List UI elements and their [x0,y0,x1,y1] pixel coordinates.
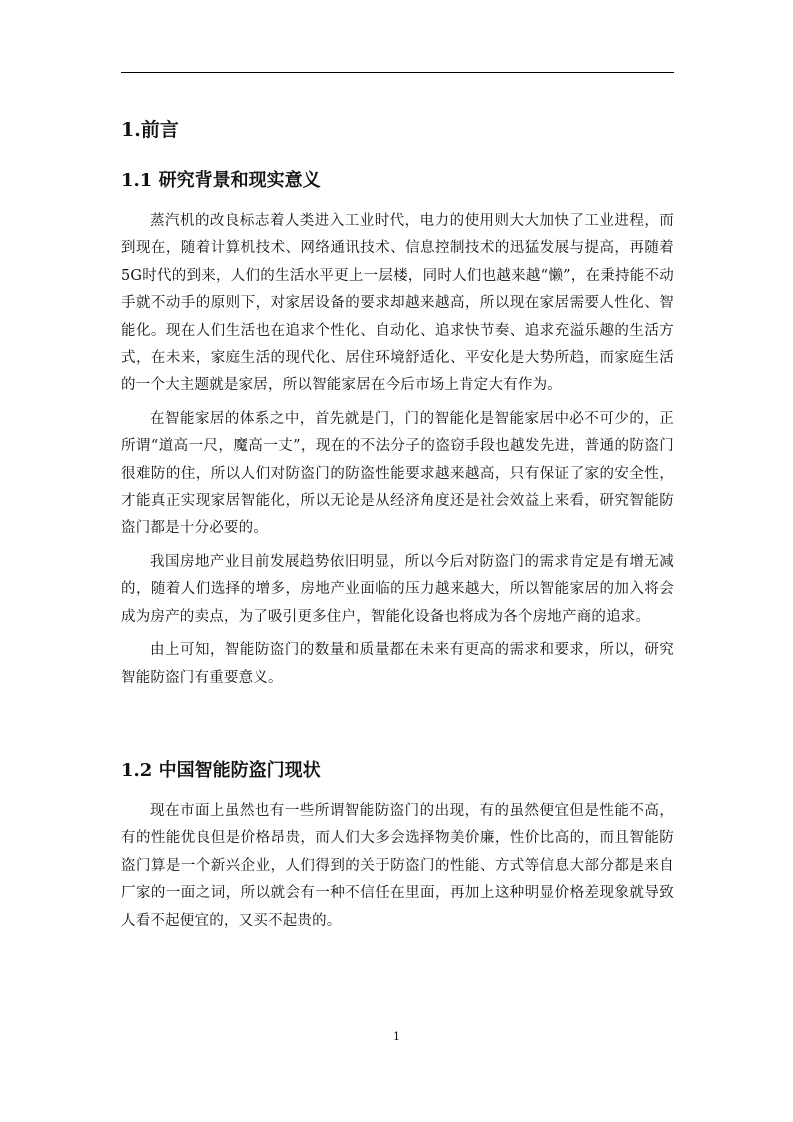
paragraph: 蒸汽机的改良标志着人类进入工业时代，电力的使用则大大加快了工业进程，而到现在，随着计算机技术、网络通讯技术、信息控制技术的迅猛发展与提高，再随着5G时代的到来，人们的生活水平更上一层楼，同时人们也越来越“懒”，在秉持能不动手就不动手的原则下，对家居设备的要求却越来越高，所以现在家居需要人性化、智能化。现在人们生活也在追求个性化、自动化、追求快节奏、追求充溢乐趣的生活方式，在未来，家庭生活的现代化、居住环境舒适化、平安化是大势所趋，而家庭生活的一个大主题就是家居，所以智能家居在今后市场上肯定大有作为。 [121,213,674,394]
chapter-title: 1.前言 [121,119,179,141]
section-heading-1-2: 1.2 中国智能防盗门现状 [121,759,321,781]
section-heading-1-1: 1.1 研究背景和现实意义 [121,170,321,191]
header-rule [121,72,674,73]
paragraph: 由上可知，智能防盗门的数量和质量都在未来有更高的需求和要求，所以，研究智能防盗门有重要意义。 [121,642,674,686]
paragraph: 在智能家居的体系之中，首先就是门，门的智能化是智能家居中必不可少的，正所谓“道高一尺，魔高一丈”，现在的不法分子的盗窃手段也越发先进，普通的防盗门很难防的住，所以人们对防盗门的防盗性能要求越来越高，只有保证了家的安全性，才能真正实现家居智能化，所以无论是从经济角度还是社会效益上来看，研究智能防盗门都是十分必要的。 [121,410,674,537]
page-number: 1 [393,1030,400,1043]
page-body [121,112,674,935]
paragraph: 我国房地产业目前发展趋势依旧明显，所以今后对防盗门的需求肯定是有增无减的，随着人们选择的增多，房地产业面临的压力越来越大，所以智能家居的加入将会成为房产的卖点，为了吸引更多住户，智能化设备也将成为各个房地产商的追求。 [121,553,674,625]
paragraph: 现在市面上虽然也有一些所谓智能防盗门的出现，有的虽然便宜但是性能不高，有的性能优良但是价格昂贵，而人们大多会选择物美价廉，性价比高的，而且智能防盗门算是一个新兴企业，人们得到的关于防盗门的性能、方式等信息大部分都是来自厂家的一面之词，所以就会有一种不信任在里面，再加上这种明显价格差现象就导致人看不起便宜的，又买不起贵的。 [121,802,674,929]
